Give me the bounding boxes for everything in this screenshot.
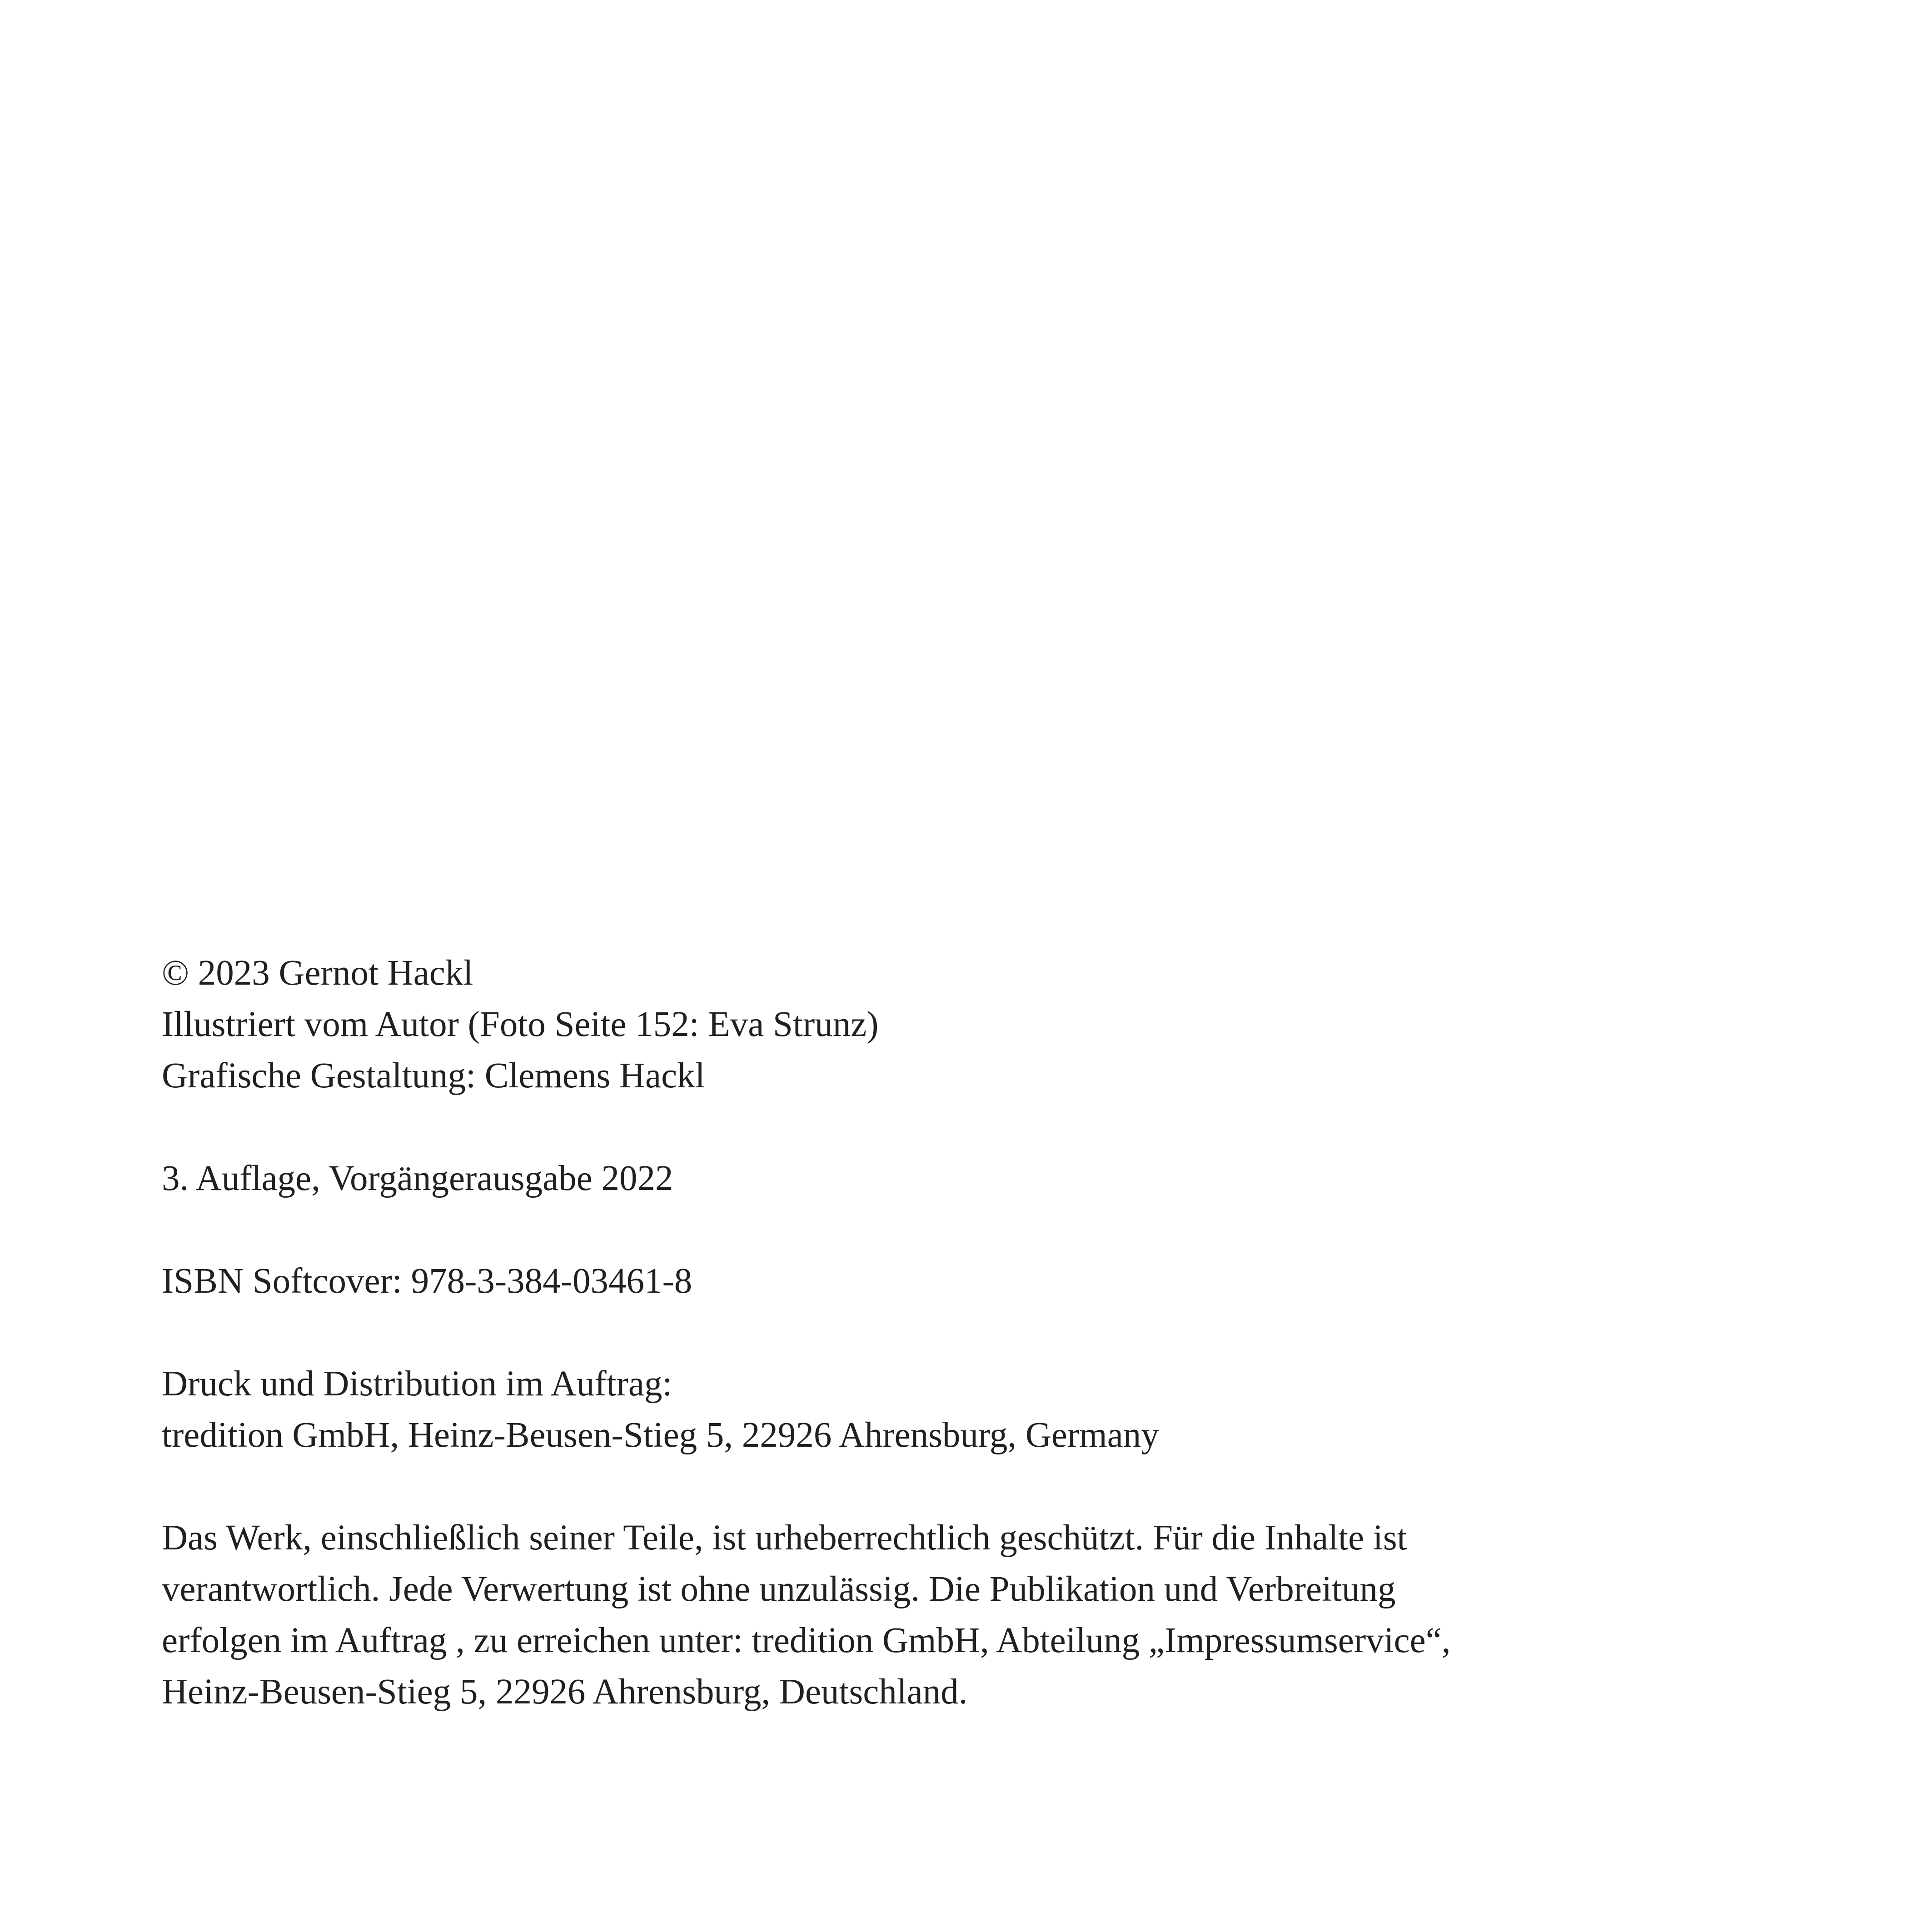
legal-notice-line: verantwortlich. Jede Verwertung ist ohne unzulässig. Die Publikation und Verbreitung bbox=[162, 1569, 1396, 1609]
spacer bbox=[162, 1204, 1798, 1255]
illustration-credit-line: Illustriert vom Autor (Foto Seite 152: Eva Strunz) bbox=[162, 1005, 879, 1044]
imprint-block bbox=[162, 947, 1798, 1718]
distribution-heading-line: Druck und Distribution im Auftrag: bbox=[162, 1364, 672, 1404]
edition-line: 3. Auflage, Vorgängerausgabe 2022 bbox=[162, 1159, 673, 1198]
copyright-line: © 2023 Gernot Hackl bbox=[162, 953, 473, 993]
legal-notice-line: erfolgen im Auftrag , zu erreichen unter: tredition GmbH, Abteilung „Impressumservice“, bbox=[162, 1621, 1451, 1660]
isbn-line: ISBN Softcover: 978-3-384-03461-8 bbox=[162, 1261, 692, 1301]
legal-notice-line: Heinz-Beusen-Stieg 5, 22926 Ahrensburg, Deutschland. bbox=[162, 1672, 968, 1712]
design-credit-line: Grafische Gestaltung: Clemens Hackl bbox=[162, 1056, 705, 1095]
legal-notice-line: Das Werk, einschließlich seiner Teile, ist urheberrechtlich geschützt. Für die Inhalte ist bbox=[162, 1518, 1407, 1558]
publisher-address-line: tredition GmbH, Heinz-Beusen-Stieg 5, 22926 Ahrensburg, Germany bbox=[162, 1415, 1159, 1455]
spacer bbox=[162, 1101, 1798, 1153]
spacer bbox=[162, 1307, 1798, 1358]
spacer bbox=[162, 1461, 1798, 1512]
